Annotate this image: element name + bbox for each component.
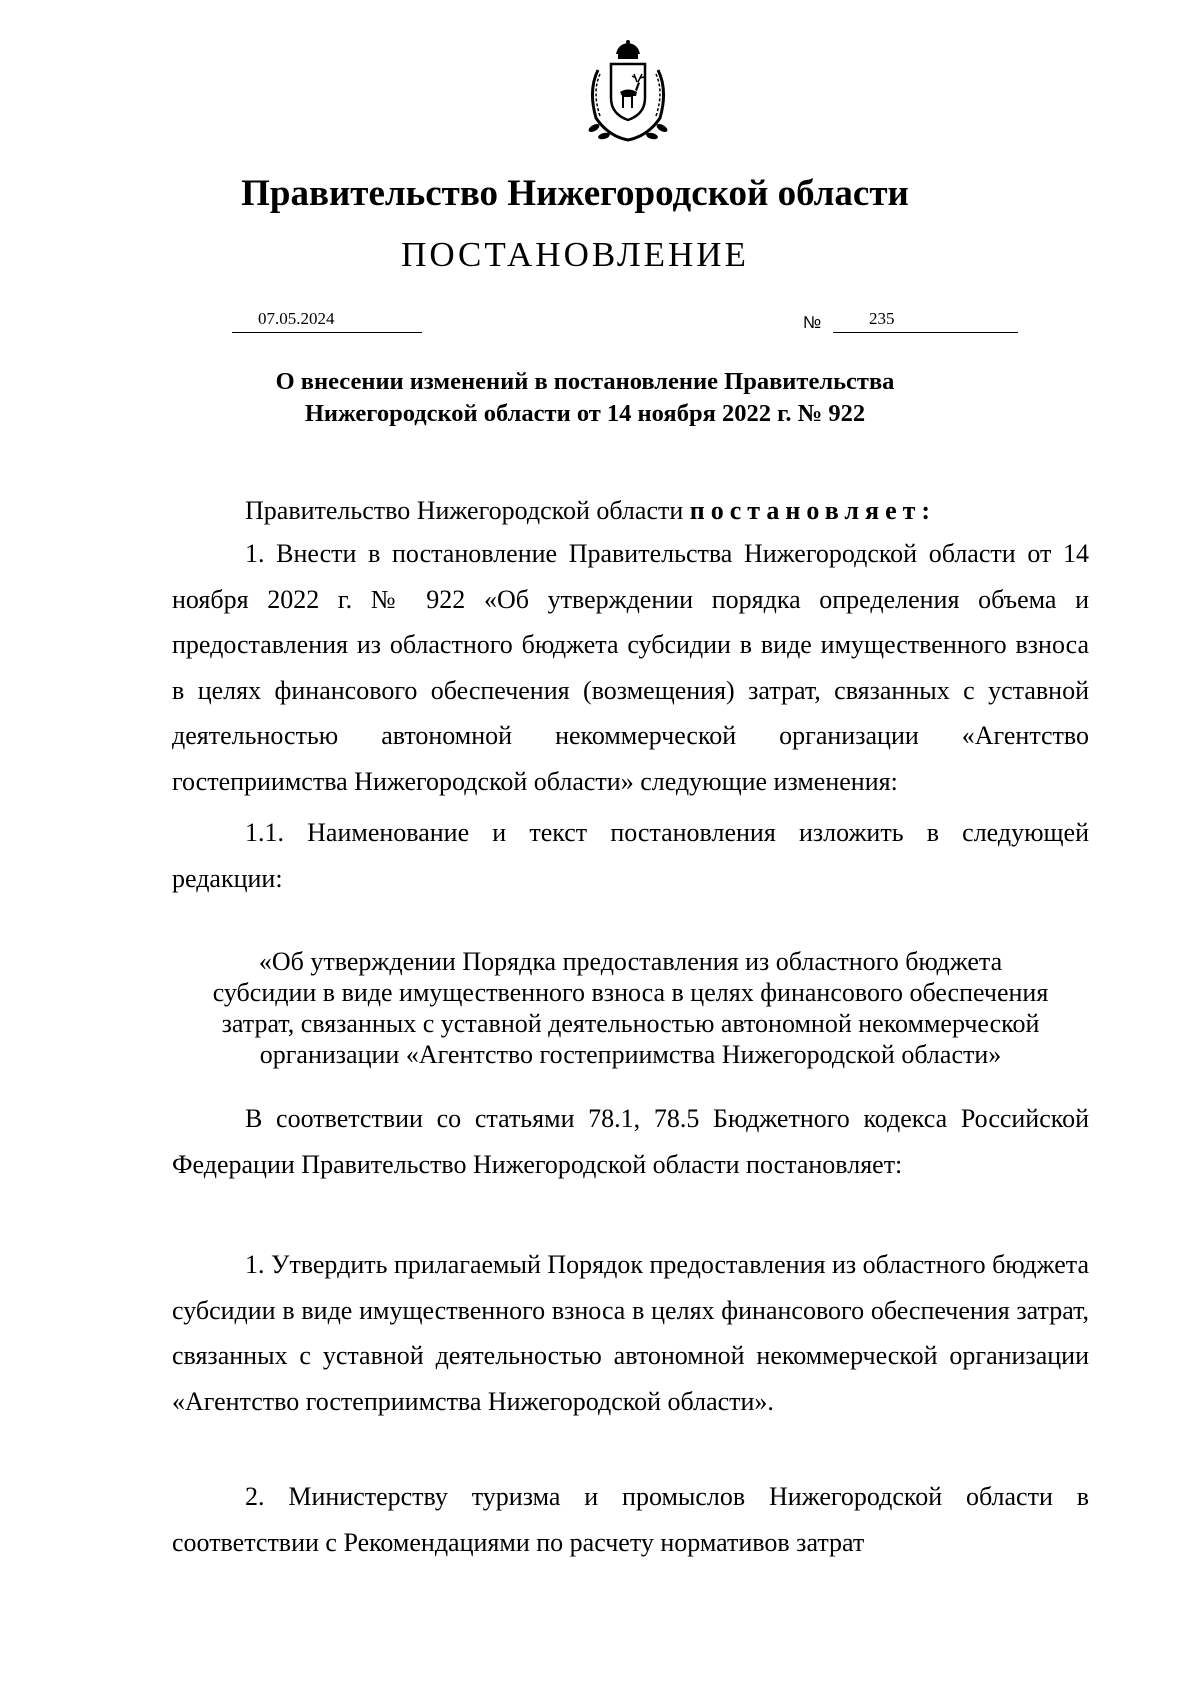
subject-line: О внесении изменений в постановление Правительства — [275, 368, 895, 395]
preamble-decision: постановляет: — [689, 496, 937, 525]
subject-line: Нижегородской области от 14 ноября 2022 г. № 922 — [304, 400, 866, 427]
organization-title: Правительство Нижегородской области — [241, 173, 909, 214]
paragraph-1-1: 1.1. Наименование и текст постановления изложить в следующей редакции: — [172, 818, 1089, 893]
quote-line: затрат, связанных с уставной деятельностью автономной некоммерческой — [221, 1009, 1040, 1038]
paragraph-basis: В соответствии со статьями 78.1, 78.5 Бюджетного кодекса Российской Федерации Правительство Нижегородской области постановляет: — [172, 1104, 1089, 1179]
number-sign: № — [803, 313, 822, 332]
document-date — [232, 306, 422, 333]
quote-line: субсидии в виде имущественного взноса в целях финансового обеспечения — [212, 978, 1049, 1007]
paragraph-item-1: 1. Утвердить прилагаемый Порядок предоставления из областного бюджета субсидии в виде имущественного взноса в целях финансового обеспечения затрат, связанных с уставной деятельностью автономной некоммерческой организации «Агентство гостеприимства Нижегородской области». — [172, 1250, 1090, 1416]
document-date-value: 07.05.2024 — [258, 309, 335, 328]
document-subject — [0, 366, 1185, 430]
quote-line: «Об утверждении Порядка предоставления из областного бюджета — [258, 947, 1003, 976]
paragraph-item-2: 2. Министерству туризма и промыслов Нижегородской области в соответствии с Рекомендациями по расчету нормативов затрат — [172, 1482, 1089, 1557]
new-title-quote — [172, 946, 1089, 1070]
document-type: ПОСТАНОВЛЕНИЕ — [401, 235, 749, 274]
coat-of-arms-icon — [578, 40, 678, 144]
document-number — [833, 306, 1018, 333]
preamble-text: Правительство Нижегородской области — [245, 496, 690, 525]
paragraph-1: 1. Внести в постановление Правительства Нижегородской области от 14 ноября 2022 г. № 922 «Об утверждении порядка определения объема и предоставления из областного бюджета субсидии в виде имущественного взноса в целях финансового обеспечения (возмещения) затрат, связанных с уставной деятельностью автономной некоммерческой организации «Агентство гостеприимства Нижегородской области» следующие изменения: — [172, 539, 1089, 796]
preamble-paragraph — [172, 488, 1089, 534]
document-number-value: 235 — [869, 309, 895, 328]
quote-line: организации «Агентство гостеприимства Нижегородской области» — [259, 1040, 1002, 1069]
